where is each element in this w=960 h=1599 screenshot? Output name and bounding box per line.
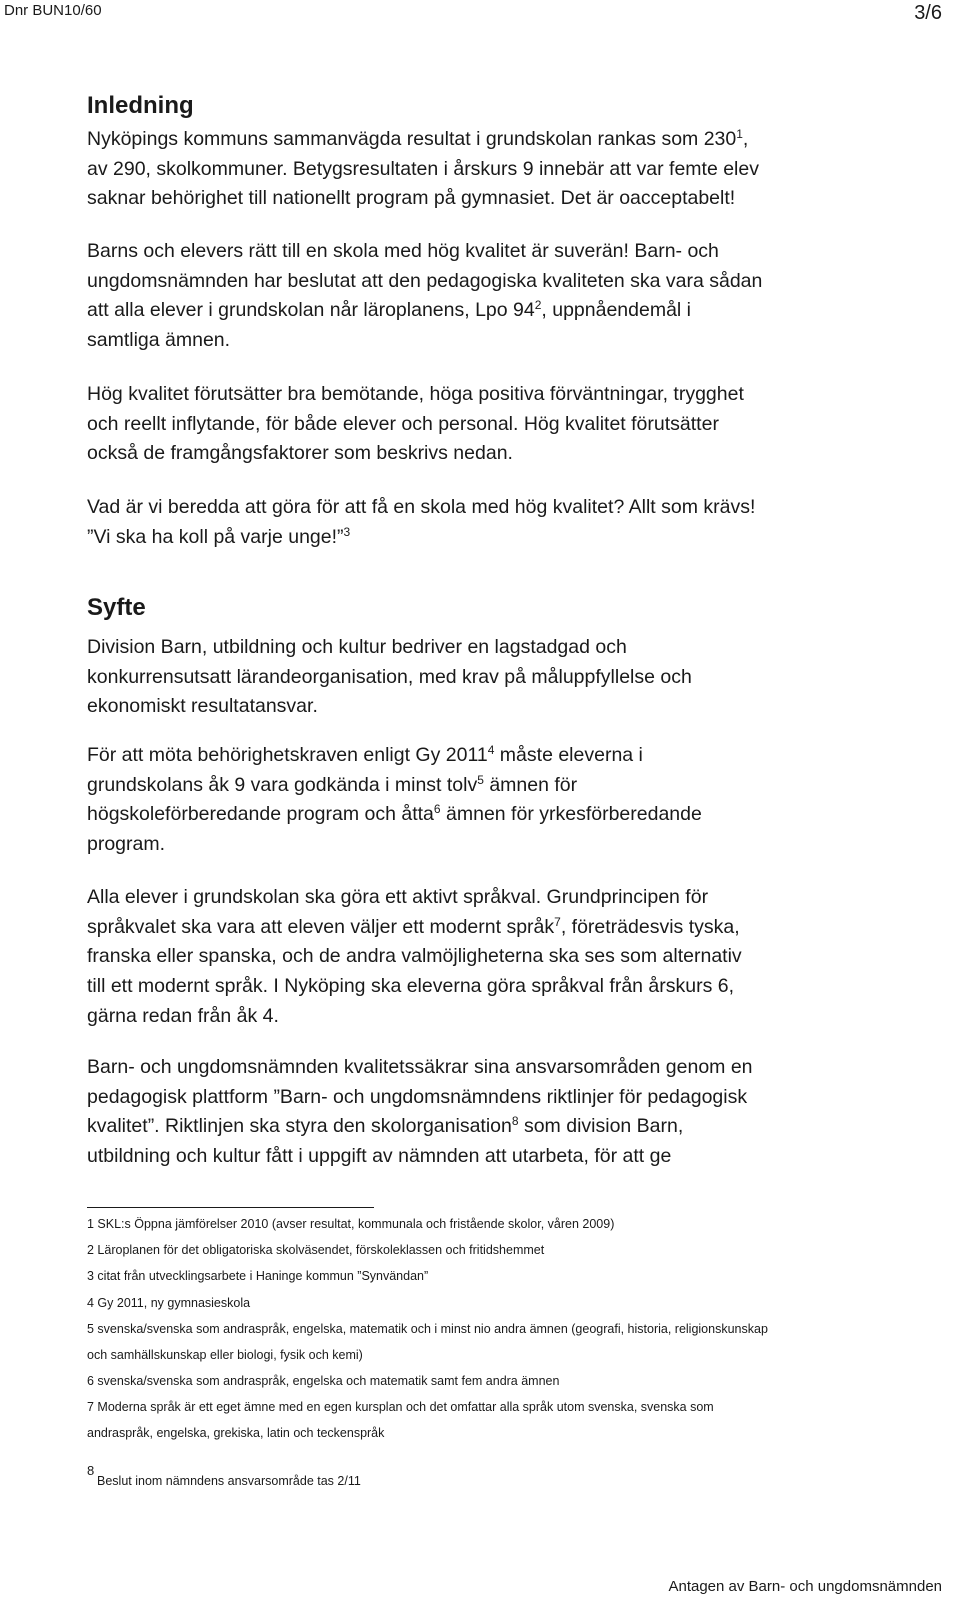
- footnote-ref: 8: [511, 1114, 519, 1129]
- footnote-ref: 2: [534, 298, 542, 313]
- document-number: Dnr BUN10/60: [4, 2, 102, 19]
- footnote-8-number: 8: [87, 1463, 95, 1478]
- paragraph-eligibility: [87, 741, 887, 860]
- text-line: och reellt inflytande, för både elever och personal. Hög kvalitet förutsätter: [87, 412, 719, 435]
- heading-inledning: Inledning: [87, 92, 194, 119]
- footnote-4: 4 Gy 2011, ny gymnasieskola: [87, 1296, 251, 1310]
- footnote-ref: 6: [433, 802, 441, 817]
- text-line: Division Barn, utbildning och kultur bedriver en lagstadgad och: [87, 636, 627, 658]
- heading-syfte: Syfte: [87, 594, 146, 621]
- text-line: ”Vi ska ha koll på varje unge!”$^3$: [87, 524, 351, 548]
- paragraph-intro: [87, 125, 887, 214]
- footnote-5-continued: och samhällskunskap eller biologi, fysik och kemi): [87, 1348, 363, 1362]
- text-line: kvalitet”. Riktlinjen ska styra den skolorganisation$^8$ som division Barn,: [87, 1114, 684, 1138]
- text-line: Alla elever i grundskolan ska göra ett aktivt språkval. Grundprincipen för: [87, 886, 709, 908]
- footnote-8: Beslut inom nämndens ansvarsområde tas 2/11: [97, 1474, 361, 1488]
- text-line: utbildning och kultur fått i uppgift av nämnden att utarbeta, för att ge: [87, 1145, 672, 1168]
- paragraph-quality: [87, 380, 887, 469]
- footnote-2: 2 Läroplanen för det obligatoriska skolväsendet, förskoleklassen och fritidshemmet: [87, 1243, 545, 1257]
- text-line: konkurrensutsatt lärandeorganisation, med krav på måluppfyllelse och: [87, 665, 692, 688]
- text-line: Vad är vi beredda att göra för att få en skola med hög kvalitet? Allt som krävs!: [87, 496, 756, 518]
- paragraph-division: [87, 633, 887, 722]
- paragraph-language-choice: [87, 883, 887, 1032]
- footnote-ref: 1: [736, 126, 743, 141]
- paragraph-quality-assurance: [87, 1053, 887, 1172]
- text-line: Hög kvalitet förutsätter bra bemötande, höga positiva förväntningar, trygghet: [87, 383, 744, 405]
- text-line: av 290, skolkommuner. Betygsresultaten i årskurs 9 innebär att var femte elev: [87, 157, 759, 180]
- page-footer: Antagen av Barn- och ungdomsnämnden: [668, 1578, 942, 1595]
- footnote-ref: 5: [477, 772, 484, 787]
- page-number: 3/6: [914, 2, 942, 24]
- footnote-5: 5 svenska/svenska som andraspråk, engelska, matematik och i minst nio andra ämnen (geografi, historia, religionskunskap: [87, 1322, 768, 1336]
- text-line: Barns och elevers rätt till en skola med hög kvalitet är suverän! Barn- och: [87, 240, 719, 262]
- text-line: också de framgångsfaktorer som beskrivs nedan.: [87, 442, 513, 465]
- paragraph-ready: [87, 493, 887, 552]
- footnote-ref: 4: [487, 742, 495, 757]
- text-line: ungdomsnämnden har beslutat att den pedagogiska kvaliteten ska vara sådan: [87, 269, 763, 292]
- footnote-3: 3 citat från utvecklingsarbete i Haninge kommun ”Synvändan”: [87, 1269, 429, 1283]
- text-line: franska eller spanska, och de andra valmöjligheterna ska ses som alternativ: [87, 945, 742, 968]
- footnote-7: 7 Moderna språk är ett eget ämne med en egen kursplan och det omfattar alla språk utom svenska, svenska som: [87, 1400, 714, 1414]
- text-line: program.: [87, 833, 166, 856]
- text-line: högskoleförberedande program och åtta$^6$ ämnen för yrkesförberedande: [87, 802, 702, 826]
- text-line: samtliga ämnen.: [87, 329, 231, 352]
- text-line: gärna redan från åk 4.: [87, 1004, 279, 1027]
- footnote-7-continued: andraspråk, engelska, grekiska, latin och teckenspråk: [87, 1426, 385, 1440]
- footnote-separator: [87, 1207, 374, 1208]
- text-line: Nyköpings kommuns sammanvägda resultat i grundskolan rankas som $230^1$,: [87, 126, 749, 150]
- text-line: För att möta behörighetskraven enligt Gy 2011$^4$ måste eleverna i: [87, 742, 643, 766]
- footnote-ref: 3: [343, 524, 351, 539]
- footnote-6: 6 svenska/svenska som andraspråk, engelska och matematik samt fem andra ämnen: [87, 1374, 560, 1388]
- text-line: saknar behörighet till nationellt program på gymnasiet. Det är oacceptabelt!: [87, 187, 736, 210]
- text-line: till ett modernt språk. I Nyköping ska eleverna göra språkval från årskurs 6,: [87, 975, 735, 998]
- text-line: språkvalet ska vara att eleven väljer ett modernt språk$^7$, företrädesvis tyska,: [87, 914, 740, 938]
- text-line: ekonomiskt resultatansvar.: [87, 695, 318, 718]
- text-line: Barn- och ungdomsnämnden kvalitetssäkrar sina ansvarsområden genom en: [87, 1056, 753, 1078]
- text-line: grundskolans åk 9 vara godkända i minst tolv$^5$ ämnen för: [87, 772, 578, 796]
- paragraph-rights: [87, 237, 887, 356]
- text-line: att alla elever i grundskolan når läroplanens, Lpo $94^2$, uppnåendemål i: [87, 298, 692, 322]
- text-line: pedagogisk plattform ”Barn- och ungdomsnämndens riktlinjer för pedagogisk: [87, 1085, 748, 1108]
- footnote-ref: 7: [554, 914, 561, 929]
- footnote-1: 1 SKL:s Öppna jämförelser 2010 (avser resultat, kommunala och fristående skolor, våren 2009): [87, 1217, 615, 1231]
